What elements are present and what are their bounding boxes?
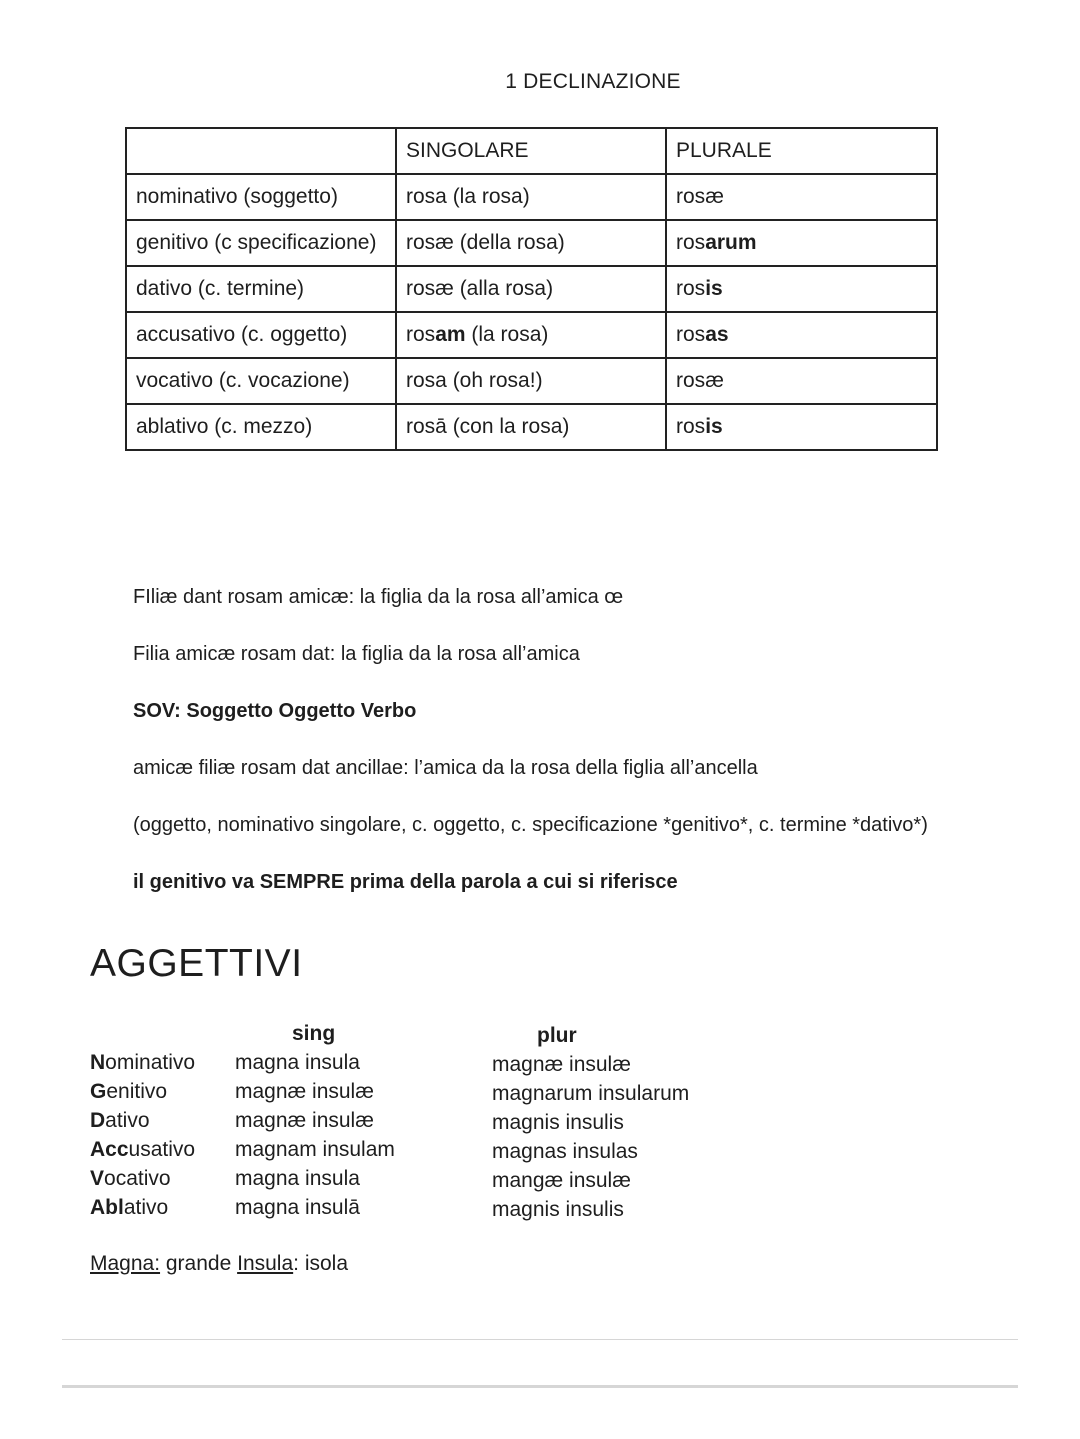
case-cell: accusativo (c. oggetto) <box>126 312 396 358</box>
section-heading: AGGETTIVI <box>90 942 303 985</box>
table-header-cell: PLURALE <box>666 128 937 174</box>
singular-cell <box>396 404 666 450</box>
plural-cell <box>666 174 937 220</box>
sov-rule: SOV: Soggetto Oggetto Verbo <box>133 700 417 722</box>
plural-tail: æ <box>705 369 724 392</box>
case-cell: ablativo (c. mezzo) <box>126 404 396 450</box>
singular-cell <box>396 266 666 312</box>
singular-ending: am <box>435 323 466 346</box>
plural-forms-list <box>492 1050 689 1224</box>
list-item: magnarum insularum <box>492 1082 690 1105</box>
case-initial: D <box>90 1109 106 1132</box>
table-header-cell <box>126 128 396 174</box>
gloss-meaning: grande <box>160 1252 238 1275</box>
plural-ending: as <box>705 323 729 346</box>
plural-cell <box>666 220 937 266</box>
list-item <box>90 1048 195 1077</box>
list-item: magnas insulas <box>492 1140 638 1163</box>
case-initial: G <box>90 1080 107 1103</box>
plural-tail: æ <box>705 185 724 208</box>
singular-column-label: sing <box>292 1022 336 1045</box>
singular-stem: rosa <box>406 185 447 208</box>
list-item: magna insula <box>235 1167 360 1190</box>
page-divider <box>62 1339 1018 1340</box>
plural-stem: ros <box>676 415 706 438</box>
list-item <box>90 1164 195 1193</box>
singular-translation: (con la rosa) <box>446 415 570 438</box>
plural-column-label: plur <box>537 1024 577 1047</box>
case-cell: nominativo (soggetto) <box>126 174 396 220</box>
plural-stem: ros <box>676 231 706 254</box>
singular-stem: rosæ <box>406 277 454 300</box>
singular-stem: rosā <box>406 415 447 438</box>
case-initial: Acc <box>90 1138 129 1161</box>
case-rest: ominativo <box>105 1051 196 1074</box>
plural-ending: arum <box>705 231 757 254</box>
case-initial: V <box>90 1167 105 1190</box>
plural-ending: is <box>705 277 723 300</box>
list-item <box>90 1135 195 1164</box>
declension-table <box>125 127 938 451</box>
case-initial: Abl <box>90 1196 124 1219</box>
list-item <box>90 1193 195 1222</box>
case-initial: N <box>90 1051 106 1074</box>
list-item <box>90 1106 195 1135</box>
case-cell: dativo (c. termine) <box>126 266 396 312</box>
singular-cell <box>396 358 666 404</box>
table-row <box>126 220 937 266</box>
table-row <box>126 358 937 404</box>
list-item <box>90 1077 195 1106</box>
vocabulary-gloss <box>90 1252 348 1276</box>
list-item: magnam insulam <box>235 1138 395 1161</box>
case-cell: vocativo (c. vocazione) <box>126 358 396 404</box>
case-rest: usativo <box>128 1138 196 1161</box>
list-item: magnis insulis <box>492 1111 624 1134</box>
plural-cell <box>666 358 937 404</box>
list-item: magna insulā <box>235 1196 360 1219</box>
list-item: magnæ insulæ <box>235 1080 374 1103</box>
page-title: 1 DECLINAZIONE <box>505 70 681 93</box>
example-sentence: FIliæ dant rosam amicæ: la figlia da la rosa all’amica œ <box>133 586 624 608</box>
plural-ending: is <box>705 415 723 438</box>
singular-translation: (alla rosa) <box>453 277 554 300</box>
plural-stem: ros <box>676 369 706 392</box>
gloss-word: Insula <box>237 1252 294 1275</box>
table-row <box>126 174 937 220</box>
example-sentence: Filia amicæ rosam dat: la figlia da la rosa all’amica <box>133 643 580 665</box>
table-row <box>126 404 937 450</box>
singular-forms-list <box>235 1048 395 1222</box>
plural-stem: ros <box>676 323 706 346</box>
example-sentence: amicæ filiæ rosam dat ancillae: l’amica da la rosa della figlia all’ancella <box>133 757 758 779</box>
singular-stem: rosa <box>406 369 447 392</box>
adjective-case-list <box>90 1048 195 1222</box>
list-item: magnæ insulæ <box>235 1109 374 1132</box>
table-row <box>126 312 937 358</box>
genitive-rule: il genitivo va SEMPRE prima della parola a cui si riferisce <box>133 871 678 893</box>
singular-cell <box>396 174 666 220</box>
singular-translation: (la rosa) <box>446 185 530 208</box>
plural-cell <box>666 312 937 358</box>
analysis-note: (oggetto, nominativo singolare, c. oggetto, c. specificazione *genitivo*, c. termine *dativo*) <box>133 814 928 836</box>
list-item: magnis insulis <box>492 1198 624 1221</box>
plural-stem: ros <box>676 185 706 208</box>
gloss-meaning: : isola <box>293 1252 349 1275</box>
case-cell: genitivo (c specificazione) <box>126 220 396 266</box>
plural-cell <box>666 266 937 312</box>
singular-stem: ros <box>406 323 436 346</box>
singular-cell <box>396 220 666 266</box>
table-header-cell: SINGOLARE <box>396 128 666 174</box>
table-row <box>126 266 937 312</box>
singular-cell <box>396 312 666 358</box>
singular-translation: (della rosa) <box>453 231 565 254</box>
case-rest: ocativo <box>104 1167 171 1190</box>
singular-stem: rosæ <box>406 231 454 254</box>
page-divider <box>62 1385 1018 1388</box>
list-item: magna insula <box>235 1051 360 1074</box>
singular-translation: (la rosa) <box>465 323 549 346</box>
case-rest: enitivo <box>106 1080 168 1103</box>
singular-translation: (oh rosa!) <box>446 369 543 392</box>
list-item: mangæ insulæ <box>492 1169 631 1192</box>
plural-cell <box>666 404 937 450</box>
list-item: magnæ insulæ <box>492 1053 631 1076</box>
case-rest: ativo <box>123 1196 169 1219</box>
case-rest: ativo <box>105 1109 150 1132</box>
plural-stem: ros <box>676 277 706 300</box>
table-header-row <box>126 128 937 174</box>
gloss-word: Magna: <box>90 1252 161 1275</box>
